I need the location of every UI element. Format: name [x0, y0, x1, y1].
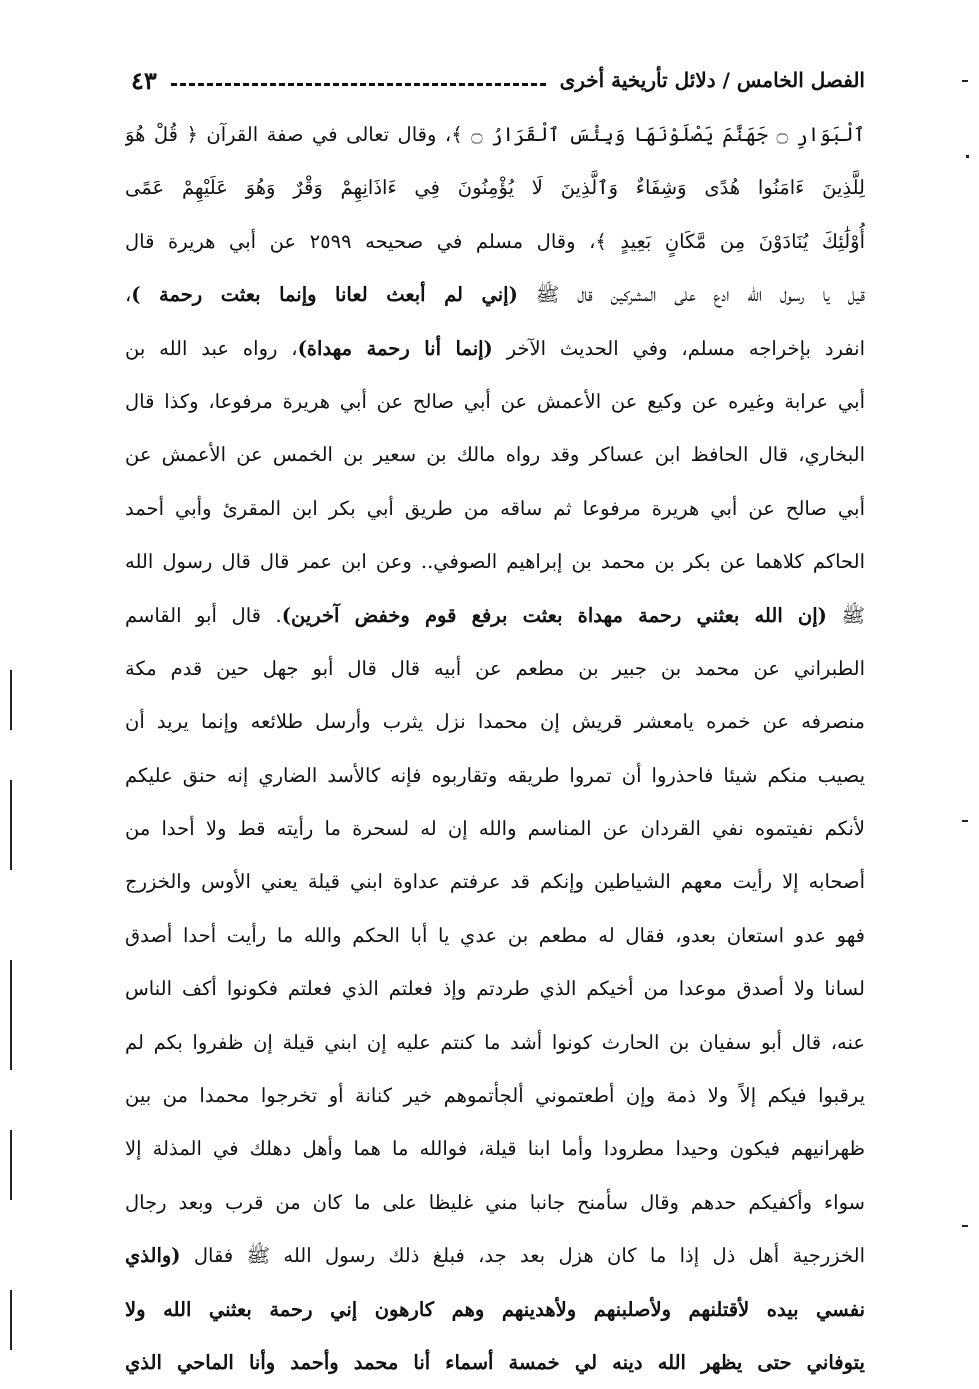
text-line: [125, 642, 865, 695]
scan-mark: [962, 820, 968, 822]
text-run: عنه، قال أبو سفيان بن الحارث كونوا أشد ما كنتم عليه إن ابني قيلة إن ظفروا بكم لم: [125, 1030, 865, 1054]
text-line: [125, 1016, 865, 1069]
text-line: [125, 802, 865, 855]
text-line: [125, 1069, 865, 1122]
text-line: [125, 268, 865, 321]
text-line: [125, 589, 865, 642]
scan-mark: [10, 960, 12, 1070]
text-run: أبي صالح عن أبي هريرة مرفوعا ثم ساقه من طريق أبي بكر ابن المقرئ وأبي أحمد: [125, 496, 865, 520]
scan-mark: [10, 780, 12, 870]
text-run: ٱلْبَوَارِ ۝ جَهَنَّمَ يَصْلَوْنَهَا وَبِئْسَ ٱلْقَرَارُ ۝ ﴾، وقال تعالى في صفة القرآن ﴿ قُلْ هُوَ: [125, 123, 865, 146]
text-run: يرقبوا فيكم إلاً ولا ذمة وإن أطعتموني ألجأتموهم خير كنانة أو تخرجوا محمدا من بين: [125, 1084, 865, 1108]
text-run: يصيب منكم شيئا فاحذروا أن تمروا طريقه وتقاربوه فإنه كالأسد الضاري إنه حنق عليكم: [125, 763, 865, 787]
text-run: أبي عرابة وغيره عن وكيع عن الأعمش عن أبي صالح عن أبي هريرة مرفوعا، وكذا قال: [125, 389, 865, 413]
text-run: أُوْلَٰئِكَ يُنَادَوْنَ مِن مَّكَانٍ بَعِيدٍ ﴾، وقال مسلم في صحيحه ٢٥٩٩ عن أبي هريرة قال: [125, 229, 865, 253]
text-line: [125, 215, 865, 268]
text-run: الطبراني عن محمد بن جبير بن مطعم عن أبيه قال قال أبو جهل حين قدم مكة: [125, 656, 865, 680]
text-line: [125, 1336, 865, 1389]
text-run: منصرفه عن خمره يامعشر قريش إن محمدا نزل يثرب وأرسل طلائعه وإنما يريد أن: [125, 710, 865, 734]
text-run: . قال أبو القاسم: [125, 603, 282, 627]
text-line: [125, 1176, 865, 1229]
dotted-leader: [171, 83, 546, 86]
text-run: ،: [125, 283, 132, 307]
page: [125, 60, 865, 1389]
scan-mark: [962, 80, 968, 82]
hadith-quote: (إن الله بعثني رحمة مهداة بعثت برفع قوم وخفض آخرين): [281, 603, 827, 627]
body-text: [125, 108, 865, 1389]
text-line: [125, 482, 865, 535]
chapter-title: الفصل الخامس / دلائل تأريخية أخرى: [559, 68, 865, 92]
text-line: [125, 108, 865, 161]
text-run: انفرد بإخراجه مسلم، وفي الحديث الآخر: [492, 336, 865, 360]
text-line: [125, 749, 865, 802]
text-run: ، رواه عبد الله بن: [125, 336, 298, 360]
text-line: [125, 909, 865, 962]
text-run: لسانا ولا أصدق موعدا من أخيكم الذي طردتم وإذ فعلتم الذي فعلتم فكونوا أكف الناس: [125, 977, 865, 1001]
text-run: الخزرجية أهل ذل إذا ما كان هزل بعد جد، فبلغ ذلك رسول الله ﷺ فقال: [180, 1244, 865, 1268]
page-number: ٤٣: [131, 65, 157, 95]
text-line: [125, 375, 865, 428]
text-line: [125, 855, 865, 908]
text-run: ﷺ: [826, 603, 865, 627]
hadith-quote: (إني لم أبعث لعانا وإنما بعثت رحمة ): [131, 283, 518, 307]
scan-mark: [966, 155, 969, 158]
text-run: الحاكم كلاهما عن بكر بن محمد بن إبراهيم الصوفي.. وعن ابن عمر قال قال رسول الله: [125, 550, 865, 574]
hadith-quote: نفسي بيده لأقتلنهم ولأصلبنهم ولأهدينهم وهم كارهون إني رحمة بعثني الله ولا: [125, 1297, 865, 1321]
text-run: لِلَّذِينَ ءَامَنُوا هُدًى وَشِفَاءٌ وَٱلَّذِينَ لَا يُؤْمِنُونَ فِي ءَاذَانِهِمْ وَقْرٌ وَهُوَ عَلَيْهِمْ عَمًى: [125, 176, 865, 200]
text-run: لأنكم نفيتموه نفي القردان عن المناسم والله إن له لسحرة ما رأيته قط ولا أحدا من: [125, 817, 865, 841]
scan-mark: [10, 1130, 12, 1200]
text-line: [125, 535, 865, 588]
text-run: البخاري، قال الحافظ ابن عساكر وقد رواه مالك بن سعير بن الخمس عن الأعمش عن: [125, 443, 865, 467]
text-line: [125, 1283, 865, 1336]
text-run: سواء وأكفيكم حدهم وقال سأمنح جانبا مني غليظا على ما كان من قرب وبعد رجال: [125, 1190, 865, 1214]
scan-mark: [10, 670, 12, 730]
hadith-quote: (والذي: [125, 1244, 181, 1268]
text-line: [125, 161, 865, 214]
text-run: ظهرانيهم فيكون وحيدا مطرودا وأما ابنا قيلة، فوالله ما هما وأهل دهلك في المذلة إلا: [125, 1137, 865, 1161]
text-line: [125, 1122, 865, 1175]
text-run: أصحابه إلا رأيت معهم الشياطين وإنكم قد عرفتم عداوة ابني قيلة يعني الأوس والخزرج: [125, 870, 865, 894]
text-line: [125, 428, 865, 481]
text-line: [125, 695, 865, 748]
running-header: [125, 60, 865, 100]
text-line: [125, 1229, 865, 1282]
hadith-quote: (إنما أنا رحمة مهداة): [297, 336, 493, 360]
text-run: فهو عدو استعان بعدو، فقال له مطعم بن عدي يا أبا الحكم والله ما رأيت أحدا أصدق: [125, 923, 865, 947]
text-line: [125, 962, 865, 1015]
scan-mark: [10, 1290, 12, 1350]
scan-mark: [962, 1225, 968, 1227]
hadith-quote: يتوفاني حتى يظهر الله دينه لي خمسة أسماء أنا محمد وأحمد وأنا الماحي الذي: [125, 1350, 865, 1374]
text-run: قيل يا رسول الله ادع على المشركين قال ﷺ: [517, 283, 865, 307]
text-line: [125, 322, 865, 375]
